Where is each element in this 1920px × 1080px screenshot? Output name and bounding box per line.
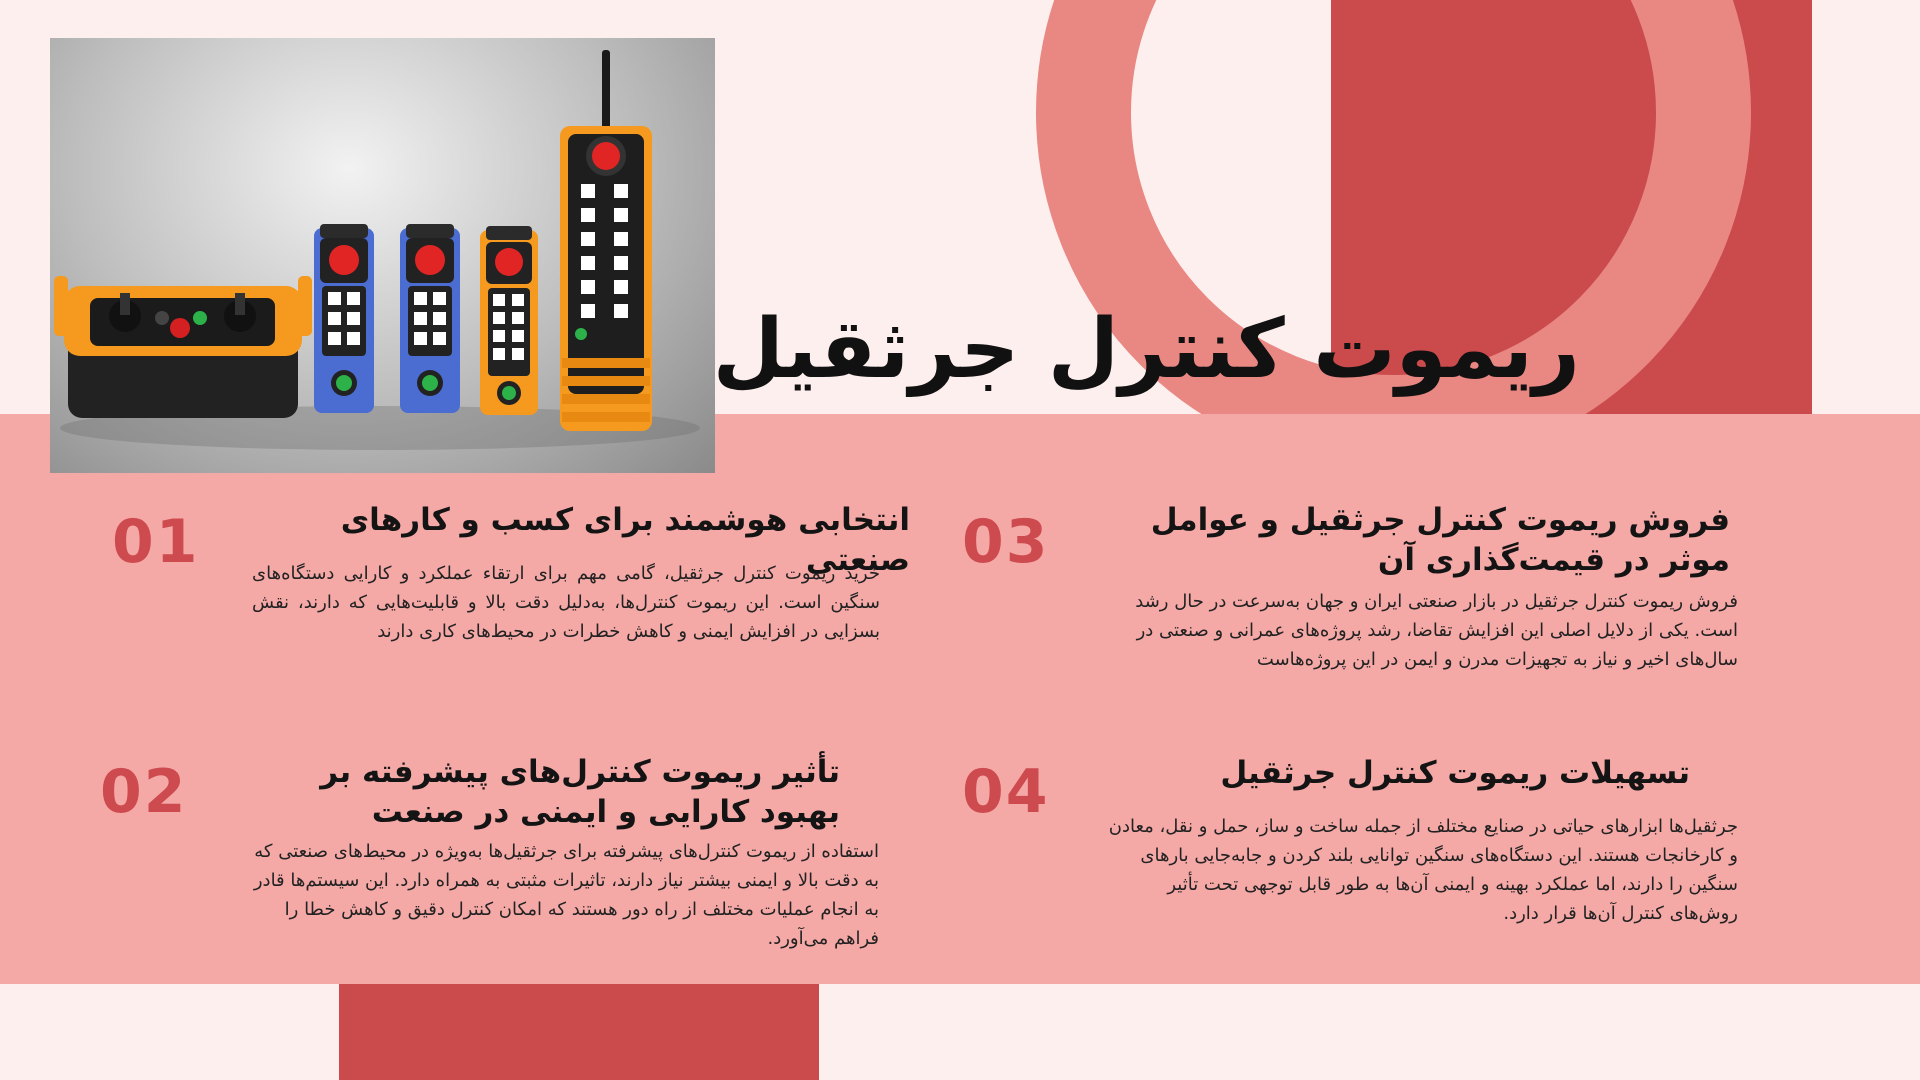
- blue-remote-icon: [400, 224, 460, 413]
- item-number: 03: [962, 507, 1050, 577]
- item-heading: فروش ریموت کنترل جرثقیل و عوامل موثر در قیمت‌گذاری آن: [1150, 502, 1730, 578]
- item-body: خرید ریموت کنترل جرثقیل، گامی مهم برای ارتقاء عملکرد و کارایی دستگاه‌های سنگین است. این ریموت کنترل‌ها، به‌دلیل دقت بالا و قابلیت‌هایی که دارند، نقش بسزایی در افزایش ایمنی و کاهش خطرات در محیط‌های کاری دارند: [252, 563, 880, 642]
- tall-remote-icon: [560, 50, 652, 431]
- item-number: 01: [112, 507, 200, 577]
- item-number: 02: [100, 757, 188, 827]
- joystick-controller-icon: [54, 276, 312, 418]
- item-body: استفاده از ریموت کنترل‌های پیشرفته برای جرثقیل‌ها به‌ویژه در محیط‌های صنعتی که به دقت بالا و ایمنی بیشتر نیاز دارند، تاثیرات مثبتی به همراه دارد. این سیستم‌ها قادر به انجام عملیات مختلف از راه دور هستند که امکان کنترل دقیق و کاهش خطا را فراهم می‌آورد.: [253, 841, 879, 949]
- item-body: فروش ریموت کنترل جرثقیل در بازار صنعتی ایران و جهان به‌سرعت در حال رشد است. یکی از دلایل اصلی این افزایش تقاضا، رشد پروژه‌های عمرانی و صنعتی در سال‌های اخیر و نیاز به تجهیزات مدرن و ایمن در این پروژه‌هاست: [1135, 591, 1738, 670]
- item-heading: تأثیر ریموت کنترل‌های پیشرفته بر بهبود کارایی و ایمنی در صنعت: [320, 754, 840, 830]
- blue-remote-icon: [314, 224, 374, 413]
- item-number: 04: [962, 757, 1050, 827]
- item-body: جرثقیل‌ها ابزارهای حیاتی در صنایع مختلف از جمله ساخت و ساز، حمل و نقل، معادن و کارخانجات هستند. این دستگاه‌های سنگین توانایی بلند کردن و جابه‌جایی بارهای سنگین را دارند، اما عملکرد بهینه و ایمنی آن‌ها به طور قابل توجهی تحت تأثیر روش‌های کنترل آن‌ها قرار دارد.: [1108, 816, 1738, 924]
- item-heading: انتخابی هوشمند برای کسب و کارهای صنعتی: [340, 502, 910, 578]
- product-photo-crane-remotes: [50, 38, 715, 473]
- page-title: ریموت کنترل جرثقیل: [712, 302, 1580, 397]
- orange-remote-icon: [480, 226, 538, 415]
- decorative-rectangle-bottom: [339, 984, 819, 1080]
- item-heading: تسهیلات ریموت کنترل جرثقیل: [1220, 755, 1690, 791]
